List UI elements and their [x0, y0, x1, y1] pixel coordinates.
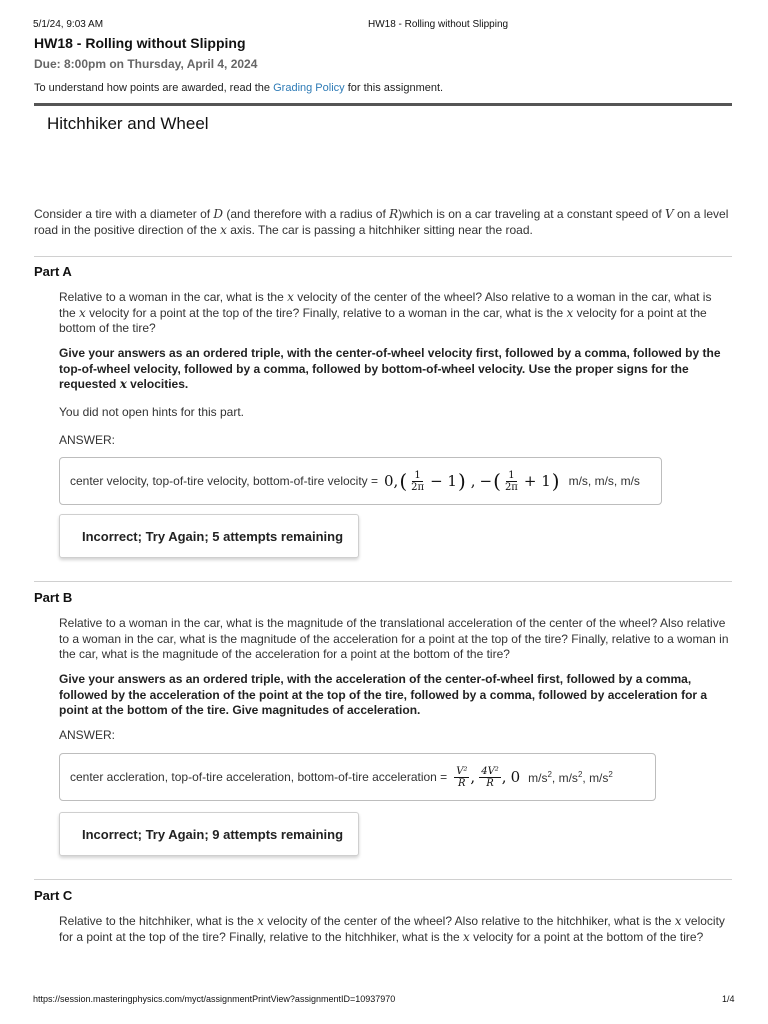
- math-comma: ,: [470, 768, 476, 786]
- frac-den: R: [458, 777, 466, 789]
- part-a-answer-label: ANSWER:: [59, 433, 116, 447]
- part-b-title: Part B: [34, 590, 73, 605]
- intro-text: Consider a tire with a diameter of: [34, 207, 214, 221]
- unit-sep: ,: [551, 770, 559, 785]
- part-b-answer-box: [59, 753, 656, 801]
- part-a-instructions: [59, 346, 731, 393]
- policy-suffix: for this assignment.: [344, 82, 444, 94]
- instructions-text: velocities.: [126, 377, 189, 391]
- print-footer-url: https://session.masteringphysics.com/myct/assignmentPrintView?assignmentID=10937970: [33, 994, 396, 1004]
- math-comma: ,: [501, 768, 507, 786]
- problem-title: Hitchhiker and Wheel: [47, 114, 209, 133]
- part-a-answer-math: [384, 469, 561, 493]
- math-x: x: [119, 377, 127, 391]
- grading-policy-link[interactable]: Grading Policy: [273, 82, 345, 94]
- part-c-question: [59, 914, 731, 945]
- math-zero: 0,: [384, 472, 399, 490]
- frac-num: 4V²: [481, 765, 499, 777]
- math-d: D: [213, 207, 224, 221]
- math-fraction: [503, 470, 520, 493]
- instructions-text: Give your answers as an ordered triple, with the center-of-wheel velocity first, followed by a comma, followed by the top-of-wheel velocity, followed by a comma, followed by bottom-of-wheel velocity. Use the proper signs for the requested: [59, 346, 721, 391]
- question-text: Relative to a woman in the car, what is the: [59, 290, 288, 304]
- question-text: velocity for a point at the top of the tire? Finally, relative to the hitchhiker, what is the: [59, 914, 725, 944]
- frac-num: 1: [414, 469, 421, 481]
- intro-text: axis. The car is passing a hitchhiker sitting near the road.: [226, 223, 533, 237]
- math-x: x: [566, 305, 574, 320]
- math-x: x: [674, 914, 682, 928]
- assignment-title: HW18 - Rolling without Slipping: [34, 35, 246, 51]
- math-fraction: [409, 470, 426, 493]
- unit-exponent: 2: [608, 769, 613, 779]
- math-r: R: [389, 207, 399, 221]
- part-a-title: Part A: [34, 264, 72, 279]
- print-footer-page: 1/4: [722, 994, 735, 1004]
- part-b-question: Relative to a woman in the car, what is the magnitude of the translational acceleration of the center of the wheel? Also relative to a woman in the car, what is the magnitude of the acceleration for a point at the top of the tire? Finally, relative to a woman in the car, what is the magnitude of the acceleration for a point at the bottom of the tire?: [59, 616, 729, 661]
- question-text: Relative to the hitchhiker, what is the: [59, 914, 258, 928]
- math-paren: (: [493, 469, 501, 493]
- intro-text: (and therefore with a radius of: [223, 207, 390, 221]
- question-text: velocity for a point at the bottom of the tire?: [59, 305, 707, 335]
- math-paren: ): [457, 469, 466, 493]
- question-text: velocity for a point at the top of the tire? Finally, relative to a woman in the car, what is the: [85, 305, 567, 320]
- frac-den: 2π: [504, 481, 518, 493]
- unit-exponent: 2: [577, 769, 583, 779]
- answer-prompt: center accleration, top-of-tire acceleration, bottom-of-tire acceleration =: [70, 770, 448, 784]
- math-paren: (: [399, 469, 408, 493]
- math-fraction: [454, 766, 469, 789]
- unit: m/s: [528, 770, 548, 785]
- math-paren: ): [551, 469, 560, 493]
- math-x: x: [79, 305, 86, 320]
- part-c-divider: [34, 879, 732, 880]
- part-a-answer-box: [59, 457, 662, 505]
- unit-exponent: 2: [547, 769, 552, 779]
- part-b-answer-label: ANSWER:: [59, 728, 116, 742]
- policy-prefix: To understand how points are awarded, read the: [34, 82, 274, 94]
- math-v: V: [665, 207, 674, 221]
- grading-policy-note: [34, 82, 443, 94]
- frac-den: 2π: [411, 481, 425, 493]
- math-term: + 1: [523, 472, 551, 490]
- part-a-units: m/s, m/s, m/s: [568, 474, 640, 488]
- part-b-feedback: Incorrect; Try Again; 9 attempts remaining: [59, 812, 359, 856]
- math-x: x: [463, 929, 470, 944]
- math-fraction: [479, 766, 501, 789]
- problem-intro: [34, 206, 732, 238]
- answer-prompt: center velocity, top-of-tire velocity, bottom-of-tire velocity =: [70, 474, 378, 488]
- math-neg: −: [479, 472, 493, 490]
- print-datetime: 5/1/24, 9:03 AM: [33, 19, 104, 30]
- intro-text: )which is on a car traveling at a constant speed of: [398, 207, 665, 221]
- print-page-title: HW18 - Rolling without Slipping: [368, 19, 509, 30]
- math-x: x: [257, 914, 264, 928]
- math-x: x: [287, 290, 294, 304]
- due-date: Due: 8:00pm on Thursday, April 4, 2024: [34, 57, 258, 71]
- part-a-hints-note: You did not open hints for this part.: [59, 405, 245, 419]
- math-term: − 1: [430, 472, 457, 490]
- question-text: velocity of the center of the wheel? Also relative to the hitchhiker, what is the: [263, 914, 675, 928]
- part-a-question: [59, 290, 731, 337]
- math-comma: ,: [470, 472, 476, 490]
- part-b-instructions: Give your answers as an ordered triple, with the acceleration of the center-of-wheel first, followed by a comma, followed by the acceleration of the point at the top of the tire, followed by a comma, followed by acceleration for a point at the bottom of the tire. Give magnitudes of acceleration.: [59, 672, 708, 717]
- part-a-feedback: Incorrect; Try Again; 5 attempts remaining: [59, 514, 359, 558]
- intro-text: on a level road in the positive direction of the: [34, 207, 729, 237]
- part-b-units: [528, 770, 613, 785]
- question-text: velocity for a point at the bottom of the tire?: [469, 929, 704, 944]
- math-x: x: [220, 223, 227, 237]
- unit-sep: ,: [582, 770, 590, 785]
- unit: m/s: [558, 770, 578, 785]
- part-c-title: Part C: [34, 888, 73, 903]
- frac-den: R: [486, 777, 494, 789]
- part-a-divider: [34, 256, 732, 257]
- frac-num: V²: [456, 765, 468, 777]
- unit: m/s: [589, 770, 609, 785]
- part-b-divider: [34, 581, 732, 582]
- math-zero: 0: [510, 768, 521, 786]
- frac-num: 1: [508, 469, 515, 481]
- part-b-answer-math: [453, 766, 520, 789]
- header-divider: [34, 103, 732, 106]
- question-text: velocity of the center of the wheel? Also relative to a woman in the car, what is the: [59, 290, 712, 320]
